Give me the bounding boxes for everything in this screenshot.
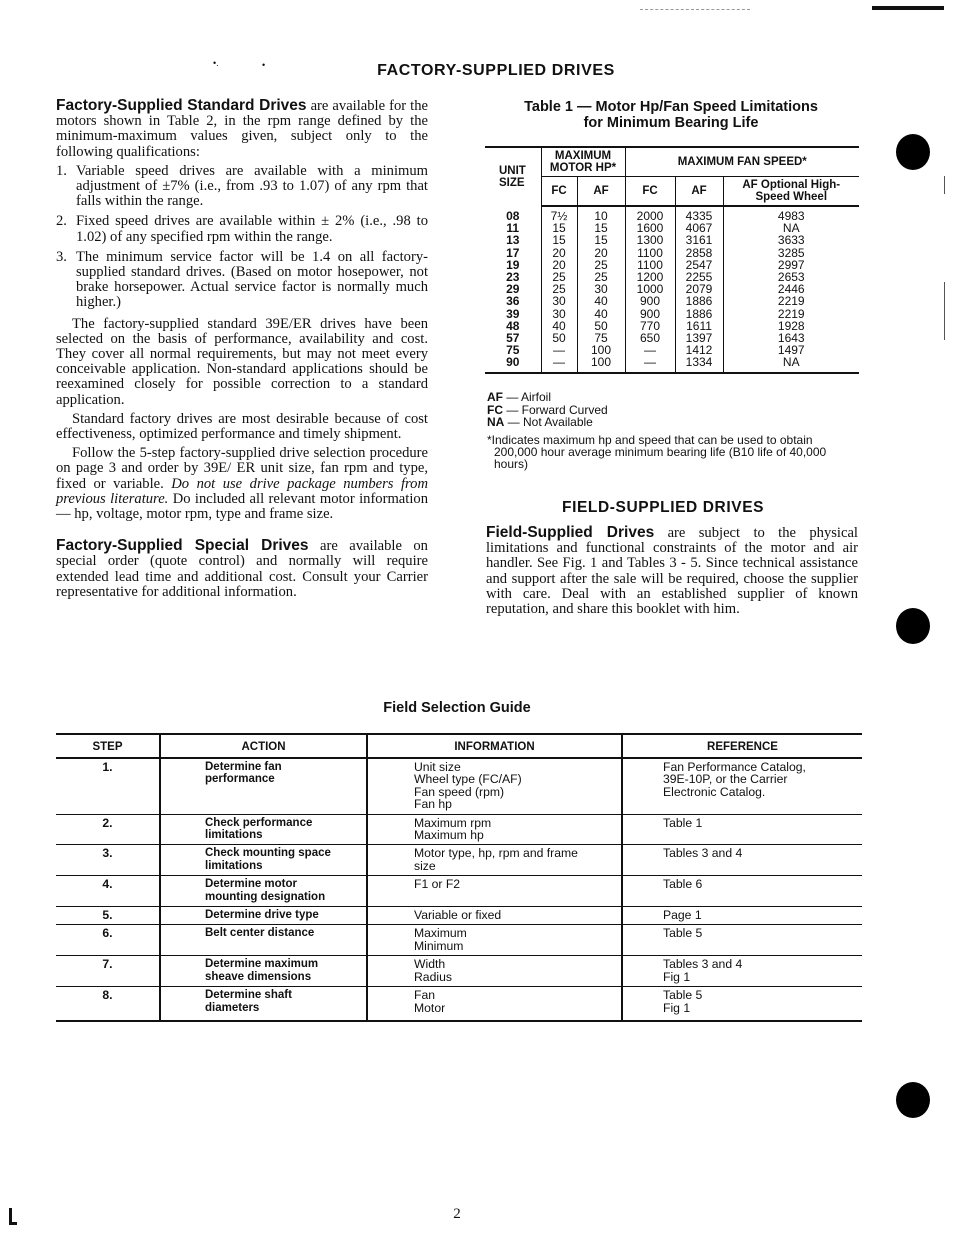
cell-motor-af: 75: [577, 332, 625, 344]
guide-reference: [622, 907, 862, 925]
cell-motor-af: 40: [577, 295, 625, 307]
standard-drives-lead: Factory-Supplied Standard Drives: [56, 97, 307, 114]
guide-information: [367, 814, 622, 845]
cell-fan-fc: 1600: [625, 222, 675, 234]
cell-motor-fc: 20: [541, 259, 577, 271]
cell-motor-af: 15: [577, 222, 625, 234]
punch-hole-2: [896, 608, 930, 644]
cell-unit-size: 39: [506, 306, 520, 321]
table1-body: [485, 206, 859, 373]
guide-information-line: Motor: [414, 1000, 446, 1015]
cell-unit-size: 57: [506, 331, 520, 346]
qualification-text: Fixed speed drives are available within ± 2% (i.e., .98 to 1.02) of any specified rpm within the range.: [76, 213, 428, 245]
guide-row: [56, 758, 862, 814]
legend-text: — Forward Curved: [503, 402, 608, 417]
guide-action-line: Belt center distance: [205, 927, 315, 940]
cell-unit-size: 17: [506, 245, 520, 260]
cell-fan-af: 1334: [675, 356, 723, 372]
table1-title-line1: Table 1 — Motor Hp/Fan Speed Limitations: [524, 99, 818, 115]
guide-reference-line: Table 1: [663, 815, 703, 830]
col-action: ACTION: [160, 734, 367, 758]
cell-fan-fc: 1200: [625, 271, 675, 283]
qualification-text: Variable speed drives are available with a minimum adjustment of ±7% (i.e., from .93 to 1.07) of any rpm that falls within the range.: [76, 162, 428, 210]
qualification-text: The minimum service factor will be 1.4 on all factory-supplied standard drives. (Based on motor hosepower, not brake horsepower. Actual service factor is normally much higher.): [76, 248, 428, 311]
header-mark-2: •: [262, 60, 266, 70]
cell-motor-fc: 7½: [541, 206, 577, 222]
cell-fan-af-optional: 2446: [723, 283, 859, 295]
cell-unit-size: 75: [506, 343, 520, 358]
cell-fan-af: 4335: [675, 206, 723, 222]
cell-fan-fc: 1100: [625, 247, 675, 259]
margin-tick-1: [944, 176, 945, 194]
cell-motor-fc: —: [541, 344, 577, 356]
col-unit-label: UNIT: [499, 165, 526, 177]
col-reference: REFERENCE: [622, 734, 862, 758]
col-motor-fc: FC: [541, 177, 577, 207]
cell-fan-af: 4067: [675, 222, 723, 234]
table1-row: [485, 356, 859, 372]
legend-item: [487, 416, 859, 429]
cell-motor-af: 40: [577, 308, 625, 320]
cell-motor-fc: 25: [541, 283, 577, 295]
guide-information: [367, 956, 622, 987]
guide-action-line: sheave dimensions: [205, 970, 312, 983]
cell-fan-af-optional: 3633: [723, 234, 859, 246]
guide-step: 4.: [56, 876, 160, 907]
cell-fan-af: 1886: [675, 295, 723, 307]
guide-action-line: limitations: [205, 829, 263, 842]
guide-reference-line: Electronic Catalog.: [663, 784, 766, 799]
guide-reference-line: Fig 1: [663, 969, 691, 984]
guide-action: [160, 845, 367, 876]
field-drives-paragraph: [486, 525, 858, 617]
guide-step: 8.: [56, 987, 160, 1021]
standard-drives-para3: [56, 446, 428, 522]
col-information: INFORMATION: [367, 734, 622, 758]
legend-abbr: NA: [487, 415, 505, 430]
guide-action: [160, 925, 367, 956]
guide-reference-line: Table 5: [663, 988, 703, 1003]
guide-information: [367, 758, 622, 814]
cell-fan-af: 2858: [675, 247, 723, 259]
motor-fan-speed-table: [485, 146, 859, 374]
guide-action-line: performance: [205, 773, 275, 786]
guide-information-line: Radius: [414, 969, 452, 984]
cell-fan-af: 1611: [675, 320, 723, 332]
table1-row: [485, 344, 859, 356]
cell-unit-size: 29: [506, 282, 520, 297]
cell-fan-af-optional: 1497: [723, 344, 859, 356]
guide-reference: [622, 845, 862, 876]
guide-information-line: Motor type, hp, rpm and frame: [414, 846, 578, 861]
table1-row: [485, 295, 859, 307]
cell-fan-af-optional: NA: [723, 356, 859, 372]
guide-action-line: Determine maximum: [205, 958, 319, 971]
cell-unit-size: 13: [506, 233, 520, 248]
special-drives-lead: Factory-Supplied Special Drives: [56, 537, 309, 555]
cell-unit-size: 08: [506, 208, 520, 223]
col-size-label: SIZE: [499, 177, 525, 189]
table1-row: [485, 234, 859, 246]
cell-fan-af: 2079: [675, 283, 723, 295]
guide-information-line: Wheel type (FC/AF): [414, 772, 522, 787]
col-fan-af: AF: [675, 177, 723, 207]
col-step: STEP: [56, 734, 160, 758]
guide-reference-line: Fan Performance Catalog,: [663, 760, 806, 774]
cell-fan-fc: 1100: [625, 259, 675, 271]
cell-motor-af: 25: [577, 271, 625, 283]
cell-fan-fc: 1300: [625, 234, 675, 246]
table1-row: [485, 206, 859, 222]
guide-action-line: Determine fan: [205, 761, 282, 773]
cell-unit-size: 36: [506, 294, 520, 309]
field-selection-guide-title: Field Selection Guide: [383, 700, 531, 716]
qualification-number: 1.: [56, 162, 67, 179]
guide-reference: [622, 814, 862, 845]
guide-information: [367, 845, 622, 876]
cell-fan-fc: 900: [625, 295, 675, 307]
cell-motor-af: 100: [577, 356, 625, 372]
cell-fan-af-optional: 1643: [723, 332, 859, 344]
cell-motor-af: 15: [577, 234, 625, 246]
cell-fan-af-optional: 3285: [723, 247, 859, 259]
cell-motor-af: 50: [577, 320, 625, 332]
cell-fan-af: 1412: [675, 344, 723, 356]
special-drives-paragraph: [56, 538, 428, 600]
guide-information-line: Fan: [414, 988, 436, 1003]
guide-action-line: Check mounting space: [205, 847, 331, 860]
guide-reference-line: Table 6: [663, 877, 703, 892]
guide-action-line: Determine motor: [205, 878, 298, 891]
table1-title: [485, 100, 857, 131]
guide-information: [367, 907, 622, 925]
cell-fan-fc: 650: [625, 332, 675, 344]
guide-information-line: size: [414, 858, 436, 873]
guide-information-line: Maximum hp: [414, 828, 484, 843]
para3-text-a: Follow the 5-step factory-supplied drive selection procedure on page 3 and order by 39E/ ER unit size, fan rpm and type, fixed or variable.: [56, 445, 428, 492]
guide-step: 2.: [56, 814, 160, 845]
guide-action-line: Determine shaft: [205, 989, 292, 1002]
guide-action-line: Check performance: [205, 816, 313, 829]
legend-text: — Not Available: [504, 415, 593, 430]
guide-action-line: mounting designation: [205, 890, 326, 903]
col-fan-fc: FC: [625, 177, 675, 207]
guide-information-line: Minimum: [414, 938, 464, 953]
cell-motor-fc: 20: [541, 247, 577, 259]
cell-fan-af-optional: 2219: [723, 308, 859, 320]
page-number: 2: [453, 1206, 461, 1222]
guide-row: [56, 845, 862, 876]
field-drives-text: are subject to the physical limitations and functional constraints of the motor and air handler. See Fig. 1 and Tables 3 - 5. Since technical assistance and support after the sale will be required, choose the supplier with care. Deal with an established supplier of known reputation, and share this booklet with him.: [486, 525, 858, 618]
legend-text: — Airfoil: [503, 390, 552, 404]
qualification-number: 3.: [56, 248, 67, 265]
guide-reference-line: Fig 1: [663, 1000, 691, 1015]
guide-reference-line: Tables 3 and 4: [663, 957, 743, 972]
header-corner-rule: [872, 6, 944, 10]
guide-reference: [622, 758, 862, 814]
col-unit-size: [485, 147, 541, 206]
guide-row: [56, 987, 862, 1021]
cell-motor-fc: 30: [541, 308, 577, 320]
punch-hole-1: [896, 134, 930, 170]
cell-fan-fc: 2000: [625, 206, 675, 222]
guide-information-line: Fan hp: [414, 797, 452, 812]
cell-fan-af-optional: 4983: [723, 206, 859, 222]
qualification-item: [56, 250, 428, 311]
guide-action: [160, 907, 367, 925]
guide-step: 3.: [56, 845, 160, 876]
guide-row: [56, 907, 862, 925]
cell-fan-fc: —: [625, 356, 675, 372]
guide-row: [56, 925, 862, 956]
guide-step: 1.: [56, 758, 160, 814]
table1-row: [485, 308, 859, 320]
table1-footnote: *Indicates maximum hp and speed that can be used to obtain 200,000 hour average minimum bearing life (B10 life of 40,000 hours): [487, 432, 827, 471]
page-title: FACTORY-SUPPLIED DRIVES: [377, 62, 615, 79]
cell-motor-fc: 15: [541, 222, 577, 234]
legend-abbr: FC: [487, 402, 503, 417]
cell-fan-fc: —: [625, 344, 675, 356]
cell-unit-size: 48: [506, 318, 520, 333]
special-drives-text: are available on special order (quote control) and normally will require extended lead time and additional cost. Consult your Carrier representative for additional information.: [56, 538, 428, 600]
guide-information-line: F1 or F2: [414, 877, 461, 892]
guide-row: [56, 876, 862, 907]
col-max-fan-speed: MAXIMUM FAN SPEED*: [625, 147, 859, 177]
guide-reference: [622, 925, 862, 956]
guide-step: 7.: [56, 956, 160, 987]
cell-motor-fc: 40: [541, 320, 577, 332]
guide-step: 6.: [56, 925, 160, 956]
cell-fan-af: 3161: [675, 234, 723, 246]
cell-fan-af: 1886: [675, 308, 723, 320]
cell-fan-fc: 770: [625, 320, 675, 332]
guide-reference: [622, 876, 862, 907]
guide-reference: [622, 956, 862, 987]
header-dashed-line: [640, 9, 750, 10]
cell-fan-af: 1397: [675, 332, 723, 344]
cell-unit-size: 19: [506, 257, 520, 272]
qualifications-list: [56, 164, 428, 311]
cell-motor-fc: 15: [541, 234, 577, 246]
standard-drives-para1: The factory-supplied standard 39E/ER drives have been selected on the basis of performance, availability and cost. They cover all normal requirements, but may not meet every conceivable application. Non-standard applications should be reexamined closely for possible correction to a standard application.: [56, 315, 428, 408]
guide-action-line: limitations: [205, 859, 263, 872]
guide-information-line: Maximum: [414, 926, 467, 941]
field-drives-heading: FIELD-SUPPLIED DRIVES: [562, 499, 765, 516]
standard-drives-para2: Standard factory drives are most desirable because of cost effectiveness, optimized performance and timely shipment.: [56, 410, 428, 443]
guide-information-line: Width: [414, 957, 446, 972]
cell-unit-size: 23: [506, 270, 520, 285]
cell-motor-fc: 50: [541, 332, 577, 344]
table1-title-line2: for Minimum Bearing Life: [583, 114, 759, 131]
cell-fan-fc: 1000: [625, 283, 675, 295]
margin-tick-2: [944, 282, 945, 340]
guide-information: [367, 987, 622, 1021]
cell-motor-af: 10: [577, 206, 625, 222]
guide-step: 5.: [56, 907, 160, 925]
cell-fan-af-optional: 2997: [723, 259, 859, 271]
qualification-item: [56, 164, 428, 210]
standard-drives-intro: are available for the motors shown in Table 2, in the rpm range defined by the minimum-maximum values given, subject only to the following qualifications:: [56, 98, 428, 160]
guide-action-line: Determine drive type: [205, 909, 319, 922]
guide-reference-line: 39E-10P, or the Carrier: [663, 772, 788, 787]
cell-motor-af: 20: [577, 247, 625, 259]
legend-abbr: AF: [487, 390, 503, 404]
guide-reference-line: Page 1: [663, 908, 702, 923]
cell-motor-af: 30: [577, 283, 625, 295]
guide-reference-line: Table 5: [663, 926, 703, 941]
cell-fan-af-optional: 1928: [723, 320, 859, 332]
guide-reference-line: Tables 3 and 4: [663, 846, 743, 861]
guide-action-line: diameters: [205, 1001, 260, 1014]
cell-motor-fc: 25: [541, 271, 577, 283]
guide-row: [56, 956, 862, 987]
guide-information-line: Maximum rpm: [414, 815, 492, 830]
cell-fan-fc: 900: [625, 308, 675, 320]
field-selection-guide-table: [56, 733, 862, 1022]
table1-legend: [487, 391, 859, 470]
cell-fan-af-optional: 2219: [723, 295, 859, 307]
para3-text-b: Do included all relevant motor information — hp, voltage, motor rpm, type and frame size.: [56, 490, 428, 523]
para3-italic-text: Do not use drive package numbers from previous literature.: [56, 475, 428, 507]
table1-row: [485, 247, 859, 259]
guide-information-line: Variable or fixed: [414, 908, 502, 923]
guide-row: [56, 814, 862, 845]
corner-mark-foot: [9, 1222, 17, 1225]
cell-fan-af-optional: 2653: [723, 271, 859, 283]
header-mark-1: •.: [213, 58, 219, 68]
guide-reference: [622, 987, 862, 1021]
cell-unit-size: 11: [506, 221, 520, 236]
guide-action: [160, 758, 367, 814]
cell-motor-af: 100: [577, 344, 625, 356]
cell-motor-fc: 30: [541, 295, 577, 307]
cell-motor-fc: —: [541, 356, 577, 372]
guide-action: [160, 956, 367, 987]
qualification-number: 2.: [56, 213, 67, 230]
guide-information-line: Unit size: [414, 760, 461, 774]
col-max-motor-hp: MAXIMUM MOTOR HP*: [541, 147, 625, 177]
guide-information-line: Fan speed (rpm): [414, 784, 505, 799]
cell-motor-af: 25: [577, 259, 625, 271]
col-fan-af-optional: AF Optional High-Speed Wheel: [723, 177, 859, 207]
cell-fan-af: 2255: [675, 271, 723, 283]
qualification-item: [56, 214, 428, 244]
punch-hole-3: [896, 1082, 930, 1118]
guide-information: [367, 925, 622, 956]
field-drives-lead: Field-Supplied Drives: [486, 524, 655, 541]
cell-fan-af: 2547: [675, 259, 723, 271]
cell-fan-af-optional: NA: [723, 222, 859, 234]
cell-unit-size: 90: [485, 356, 541, 372]
guide-body: [56, 758, 862, 1021]
guide-action: [160, 876, 367, 907]
guide-action: [160, 987, 367, 1021]
standard-drives-paragraph: [56, 98, 428, 160]
guide-action: [160, 814, 367, 845]
left-column: [56, 98, 428, 604]
guide-information: [367, 876, 622, 907]
col-motor-af: AF: [577, 177, 625, 207]
